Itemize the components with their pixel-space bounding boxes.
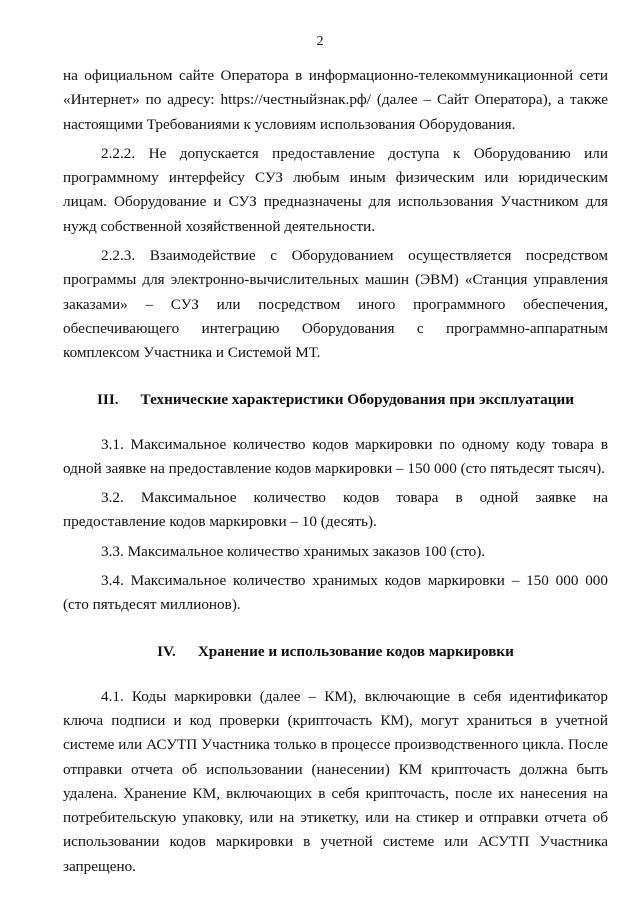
section-title-4: Хранение и использование кодов маркировки [197,642,514,660]
paragraph-3-3: 3.3. Максимальное количество хранимых заказов 100 (сто). [101,542,486,560]
paragraph-3-4: 3.4. Максимальное количество хранимых кодов маркировки – 150 000 000 (сто пятьдесят миллионов). [63,572,608,614]
paragraph-3-2: 3.2. Максимальное количество кодов товара в одной заявке на предоставление кодов маркировки – 10 (десять). [63,489,608,531]
section-heading-3 [63,388,608,412]
paragraph-4-1: 4.1. Коды маркировки (далее – КМ), включающие в себя идентификатор ключа подписи и код проверки (крипточасть КМ), могут храниться в учетной системе или АСУТП Участника только в процессе производственного цикла. После отправки отчета об использовании (нанесении) КМ крипточасть должна быть удалена. Хранение КМ, включающих в себя крипточасть, после их нанесения на потребительскую упаковку, или на этикетку, или на стикер и отправки отчета об использовании кодов маркировки в учетной системе или АСУТП Участника запрещено. [63,687,608,875]
section-heading-4 [63,640,608,664]
paragraph-2-2-3: 2.2.3. Взаимодействие с Оборудованием осуществляется посредством программы для электронно-вычислительных машин (ЭВМ) «Станция управления заказами» – СУЗ или посредством иного программного обеспечения, обеспечивающего интеграцию Оборудования с программно-аппаратным комплексом Участника и Системой МТ. [63,247,608,362]
section-number-4: IV. [157,642,176,660]
paragraph-2-2-2: 2.2.2. Не допускается предоставление доступа к Оборудованию или программному интерфейсу СУЗ любым иным физическим или юридическим лицам. Оборудование и СУЗ предназначены для использования Участником для нужд собственной хозяйственной деятельности. [63,144,608,235]
section-title-3: Технические характеристики Оборудования при эксплуатации [140,390,574,408]
page-number: 2 [316,34,324,49]
section-number-3: III. [97,390,119,408]
paragraph-continuation: на официальном сайте Оператора в информационно-телекоммуникационной сети «Интернет» по адресу: https://честныйзнак.рф/ (далее – Сайт Оператора), а также настоящими Требованиями к условиям использования Оборудования. [63,67,608,133]
document-body [63,64,608,879]
paragraph-3-1: 3.1. Максимальное количество кодов маркировки по одному коду товара в одной заявке на предоставление кодов маркировки – 150 000 (сто пятьдесят тысяч). [63,435,608,477]
